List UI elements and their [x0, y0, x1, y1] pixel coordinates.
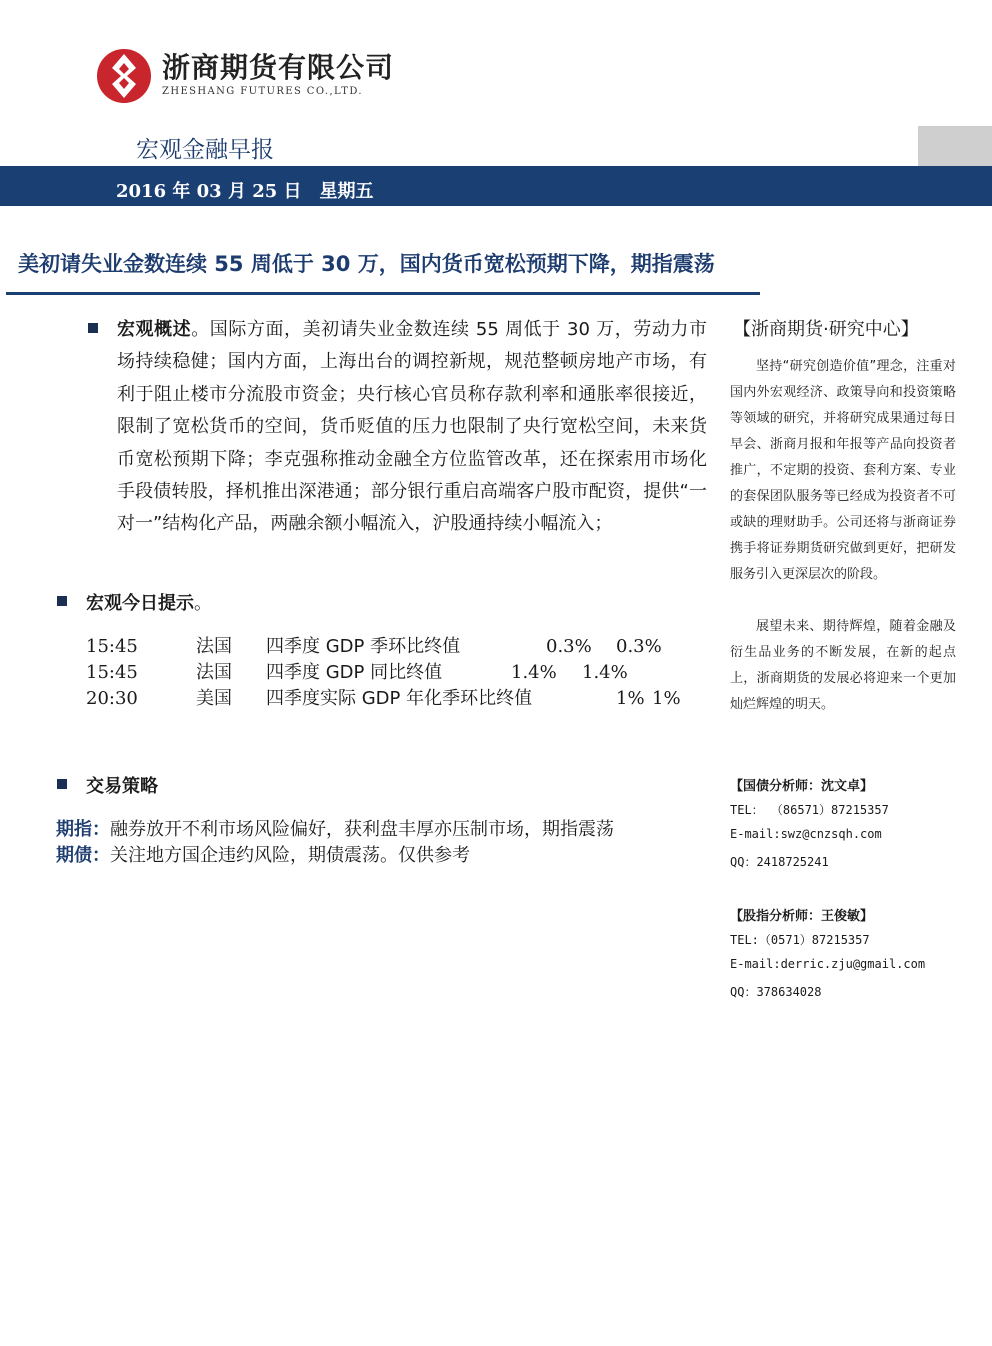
analyst-tel: TEL： （86571）87215357: [730, 803, 889, 817]
calendar-indicator: 四季度 GDP 季环比终值: [266, 636, 461, 657]
strategy-item: [56, 817, 614, 843]
calendar-row: [86, 634, 706, 660]
headline: 美初请失业金数连续 55 周低于 30 万，国内货币宽松预期下降，期指震荡: [18, 252, 715, 276]
research-center-intro: 坚持“研究创造价值”理念，注重对国内外宏观经济、政策导向和投资策略等领域的研究，并将研究成果通过每日早会、浙商月报和年报等产品向投资者推广，不定期的投资、套利方案、专业的套保团队服务等已经成为投资者不可或缺的理财助手。公司还将与浙商证券携手将证券期货研究做到更好，把研发服务引入更深层次的阶段。: [730, 359, 956, 582]
strategy-key: 期债：: [56, 845, 110, 866]
strategy-text: 融券放开不利市场风险偏好，获利盘丰厚亦压制市场，期指震荡: [110, 819, 614, 840]
analyst-title: 【股指分析师：王俊敏】: [730, 909, 874, 924]
strategy-bullet-icon: [57, 779, 67, 789]
calendar-country: 法国: [196, 662, 232, 683]
date-value: 2016 年 03 月 25 日: [116, 181, 302, 202]
analyst-email[interactable]: E-mail:derric.zju@gmail.com: [730, 957, 926, 971]
calendar-value-2: 0.3%: [616, 636, 662, 657]
macro-overview: [117, 314, 707, 541]
research-center-title: 【浙商期货·研究中心】: [733, 319, 919, 340]
calendar-value-2: 1.4%: [582, 662, 628, 683]
headline-divider: [6, 292, 760, 295]
calendar-country: 法国: [196, 636, 232, 657]
today-title: [86, 589, 212, 615]
calendar-time: 15:45: [86, 662, 138, 683]
strategy-key: 期指：: [56, 819, 110, 840]
overview-text: 。国际方面，美初请失业金数连续 55 周低于 30 万，劳动力市场持续稳健；国内方面，上海出台的调控新规，规范整顿房地产市场，有利于阻止楼市分流股市资金；央行核心官员称存款利率和通胀率很接近，限制了宽松货币的空间，货币贬值的压力也限制了央行宽松空间，未来货币宽松预期下降；李克强称推动金融全方位监管改革，还在探索用市场化手段债转股，择机推出深港通；部分银行重启高端客户股市配资，提供“一对一”结构化产品，两融余额小幅流入，沪股通持续小幅流入；: [117, 319, 707, 535]
today-title-text: 宏观今日提示: [86, 593, 194, 614]
calendar-indicator: 四季度实际 GDP 年化季环比终值: [266, 688, 533, 709]
today-bullet-icon: [57, 596, 67, 606]
analyst-qq: QQ：2418725241: [730, 855, 829, 869]
calendar-indicator: 四季度 GDP 同比终值: [266, 662, 443, 683]
calendar-row: [86, 686, 706, 712]
company-name-en: ZHESHANG FUTURES CO.,LTD.: [162, 86, 363, 97]
report-title: 宏观金融早报: [136, 137, 274, 163]
today-title-suffix: 。: [194, 593, 212, 614]
report-date: [116, 177, 374, 203]
calendar-time: 15:45: [86, 636, 138, 657]
calendar-value-1: 1%: [616, 688, 645, 709]
calendar-value-1: 0.3%: [546, 636, 592, 657]
calendar-row: [86, 660, 706, 686]
research-center-outlook: 展望未来、期待辉煌，随着金融及衍生品业务的不断发展，在新的起点上，浙商期货的发展必将迎来一个更加灿烂辉煌的明天。: [730, 619, 956, 712]
analyst-email[interactable]: E-mail:swz@cnzsqh.com: [730, 827, 882, 841]
overview-label: 宏观概述: [117, 319, 192, 340]
company-name-cn: 浙商期货有限公司: [162, 51, 395, 84]
calendar-country: 美国: [196, 688, 232, 709]
header-gray-tab: [918, 126, 992, 166]
analyst-tel: TEL:（0571）87215357: [730, 933, 870, 947]
strategy-item: [56, 843, 470, 869]
analyst-title: 【国债分析师：沈文卓】: [730, 779, 874, 794]
calendar-value-1: 1.4%: [511, 662, 557, 683]
weekday: 星期五: [319, 181, 374, 202]
strategy-text: 关注地方国企违约风险，期债震荡。仅供参考: [110, 845, 470, 866]
calendar-value-2: 1%: [652, 688, 681, 709]
company-logo-icon: [96, 48, 152, 104]
strategy-title: 交易策略: [86, 776, 158, 797]
analyst-qq: QQ：378634028: [730, 985, 822, 999]
overview-bullet-icon: [88, 323, 98, 333]
calendar-time: 20:30: [86, 688, 138, 709]
